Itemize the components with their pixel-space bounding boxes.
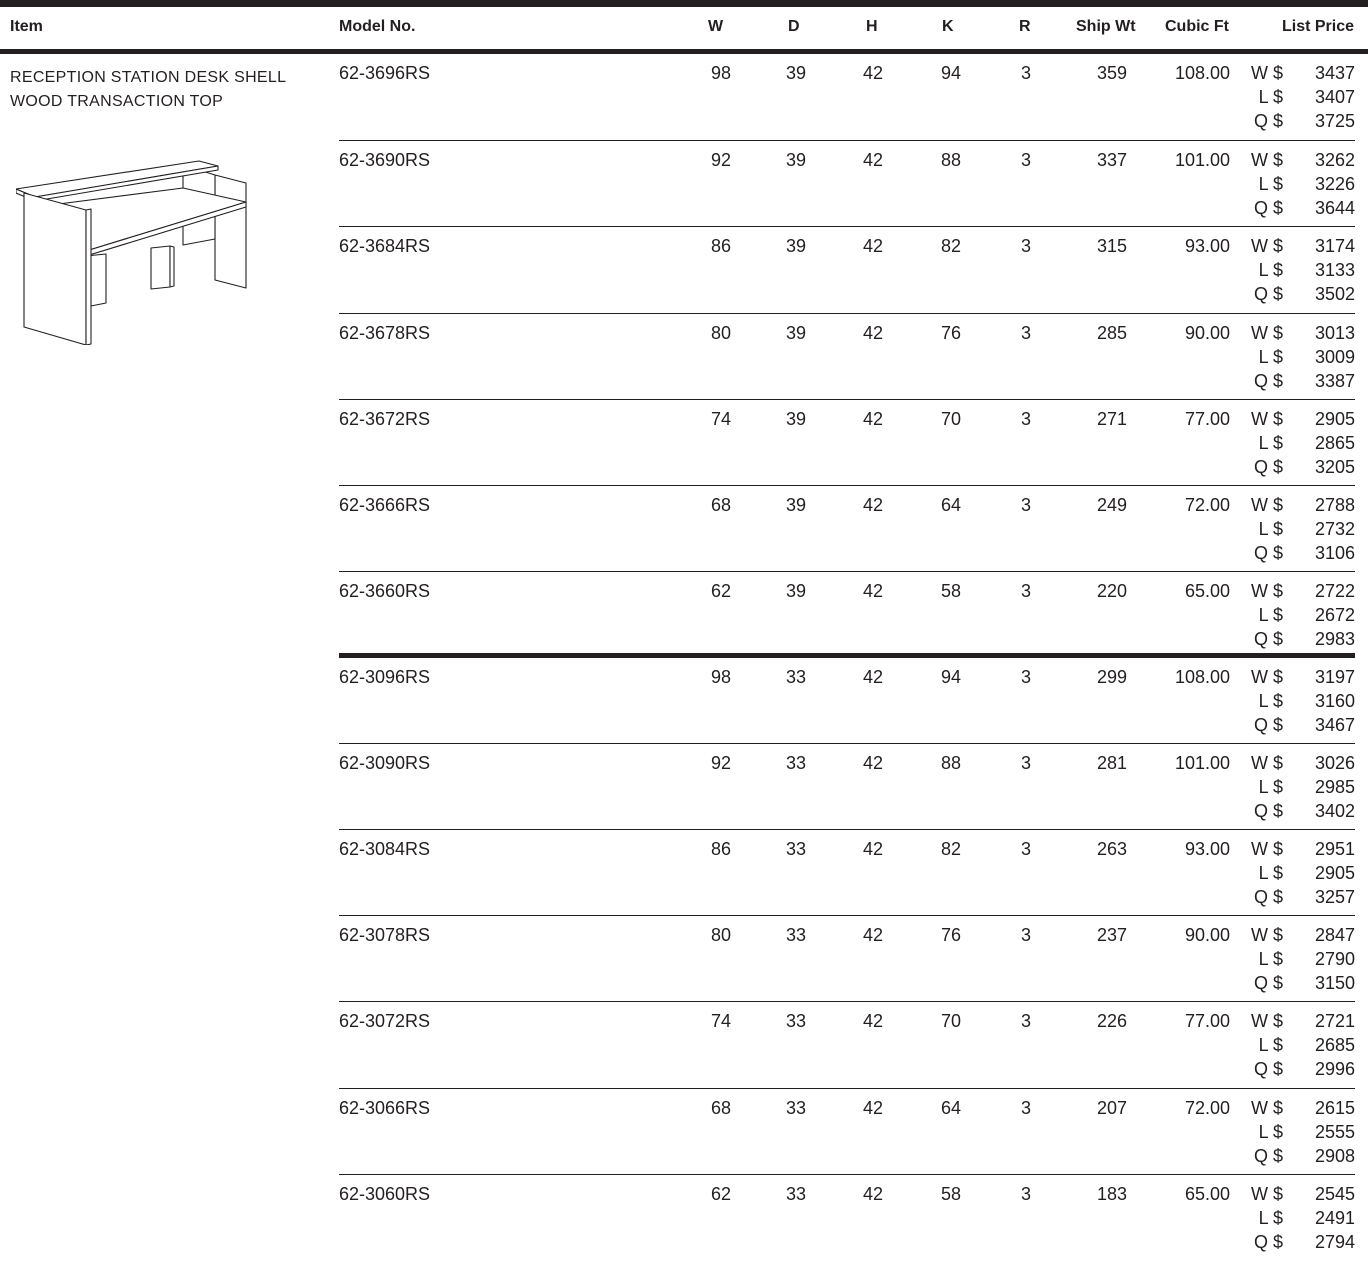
price-amount: 2794 (1314, 1232, 1355, 1252)
cell-cubic: 77.00 (1184, 409, 1230, 429)
table-row (339, 399, 1355, 486)
price-line (1245, 1208, 1355, 1232)
cell-model: 62-3696RS (339, 63, 431, 83)
price-tier-label: Q $ (1253, 1232, 1283, 1252)
price-tier-label: L $ (1258, 433, 1283, 453)
price-line (1245, 495, 1355, 519)
price-tier-label: Q $ (1253, 543, 1283, 563)
cell-r: 3 (1020, 925, 1031, 945)
price-line (1245, 1122, 1355, 1146)
price-amount: 3467 (1314, 715, 1355, 735)
cell-r: 3 (1020, 667, 1031, 687)
cell-w: 74 (710, 409, 731, 429)
table-row (339, 915, 1355, 1002)
price-line (1245, 691, 1355, 715)
cell-ship: 249 (1096, 495, 1127, 515)
cell-k: 70 (940, 409, 961, 429)
cell-h: 42 (862, 1098, 883, 1118)
price-amount: 2615 (1314, 1098, 1355, 1118)
price-amount: 3725 (1314, 111, 1355, 131)
price-line (1245, 323, 1355, 347)
price-tier-label: W $ (1250, 753, 1283, 773)
item-title (10, 66, 286, 114)
price-amount: 3402 (1314, 801, 1355, 821)
price-tier-label: W $ (1250, 150, 1283, 170)
price-line (1245, 1059, 1355, 1083)
price-amount: 3174 (1314, 236, 1355, 256)
cell-k: 64 (940, 1098, 961, 1118)
price-amount: 3009 (1314, 347, 1355, 367)
cell-r: 3 (1020, 323, 1031, 343)
price-tier-label: Q $ (1253, 715, 1283, 735)
price-line (1245, 409, 1355, 433)
price-amount: 2985 (1314, 777, 1355, 797)
cell-h: 42 (862, 1184, 883, 1204)
cell-r: 3 (1020, 581, 1031, 601)
cell-d: 33 (785, 839, 806, 859)
price-tier-label: L $ (1258, 87, 1283, 107)
cell-ship: 220 (1096, 581, 1127, 601)
price-tier-label: W $ (1250, 236, 1283, 256)
price-tier-label: L $ (1258, 949, 1283, 969)
price-tier-label: Q $ (1253, 284, 1283, 304)
price-line (1245, 1232, 1355, 1256)
cell-h: 42 (862, 495, 883, 515)
cell-w: 86 (710, 839, 731, 859)
cell-model: 62-3672RS (339, 409, 431, 429)
price-amount: 2983 (1314, 629, 1355, 649)
price-tier-label: W $ (1250, 839, 1283, 859)
table-row (339, 653, 1355, 744)
price-amount: 3197 (1314, 667, 1355, 687)
price-tier-label: Q $ (1253, 801, 1283, 821)
price-tier-label: L $ (1258, 605, 1283, 625)
price-tier-label: Q $ (1253, 371, 1283, 391)
top-rule (0, 0, 1368, 7)
cell-w: 80 (710, 925, 731, 945)
cell-d: 39 (785, 150, 806, 170)
cell-model: 62-3096RS (339, 667, 431, 687)
cell-ship: 299 (1096, 667, 1127, 687)
cell-w: 62 (710, 1184, 731, 1204)
price-tier-label: Q $ (1253, 457, 1283, 477)
cell-r: 3 (1020, 495, 1031, 515)
cell-k: 88 (940, 753, 961, 773)
cell-w: 98 (710, 63, 731, 83)
price-line (1245, 1098, 1355, 1122)
cell-d: 33 (785, 667, 806, 687)
price-line (1245, 605, 1355, 629)
price-line (1245, 949, 1355, 973)
table-row (339, 54, 1355, 140)
price-tier-label: Q $ (1253, 887, 1283, 907)
cell-d: 39 (785, 63, 806, 83)
table-row (339, 571, 1355, 658)
header-ship-wt: Ship Wt (1076, 18, 1136, 35)
price-tier-label: W $ (1250, 1184, 1283, 1204)
cell-cubic: 108.00 (1174, 667, 1230, 687)
cell-d: 39 (785, 236, 806, 256)
cell-w: 68 (710, 495, 731, 515)
price-amount: 2788 (1314, 495, 1355, 515)
cell-ship: 337 (1096, 150, 1127, 170)
header-list-price: List Price (1281, 18, 1354, 35)
table-row (339, 1001, 1355, 1088)
header-d: D (788, 18, 800, 35)
price-amount: 2732 (1314, 519, 1355, 539)
price-amount: 2847 (1314, 925, 1355, 945)
cell-ship: 207 (1096, 1098, 1127, 1118)
price-amount: 3133 (1314, 260, 1355, 280)
price-tier-label: L $ (1258, 777, 1283, 797)
header-h: H (866, 18, 878, 35)
price-line (1245, 777, 1355, 801)
cell-r: 3 (1020, 409, 1031, 429)
price-amount: 3026 (1314, 753, 1355, 773)
cell-d: 33 (785, 1184, 806, 1204)
price-amount: 3437 (1314, 63, 1355, 83)
price-tier-label: W $ (1250, 667, 1283, 687)
cell-ship: 263 (1096, 839, 1127, 859)
cell-ship: 315 (1096, 236, 1127, 256)
price-tier-label: L $ (1258, 519, 1283, 539)
price-amount: 2685 (1314, 1035, 1355, 1055)
price-tier-label: W $ (1250, 581, 1283, 601)
cell-r: 3 (1020, 1184, 1031, 1204)
cell-h: 42 (862, 63, 883, 83)
cell-h: 42 (862, 409, 883, 429)
cell-w: 68 (710, 1098, 731, 1118)
cell-ship: 226 (1096, 1011, 1127, 1031)
price-tier-label: L $ (1258, 863, 1283, 883)
price-tier-label: Q $ (1253, 198, 1283, 218)
table-row (339, 226, 1355, 313)
cell-ship: 359 (1096, 63, 1127, 83)
price-tier-label: L $ (1258, 347, 1283, 367)
cell-w: 62 (710, 581, 731, 601)
cell-cubic: 108.00 (1174, 63, 1230, 83)
price-tier-label: Q $ (1253, 973, 1283, 993)
price-tier-label: L $ (1258, 1122, 1283, 1142)
price-line (1245, 543, 1355, 567)
header-r: R (1019, 18, 1031, 35)
cell-d: 39 (785, 323, 806, 343)
cell-model: 62-3072RS (339, 1011, 431, 1031)
cell-cubic: 77.00 (1184, 1011, 1230, 1031)
price-amount: 2905 (1314, 409, 1355, 429)
price-amount: 2722 (1314, 581, 1355, 601)
cell-model: 62-3660RS (339, 581, 431, 601)
cell-d: 39 (785, 409, 806, 429)
cell-r: 3 (1020, 63, 1031, 83)
price-line (1245, 753, 1355, 777)
price-line (1245, 863, 1355, 887)
cell-h: 42 (862, 581, 883, 601)
price-tier-label: L $ (1258, 174, 1283, 194)
table-row (339, 829, 1355, 916)
price-line (1245, 63, 1355, 87)
cell-d: 33 (785, 753, 806, 773)
cell-model: 62-3684RS (339, 236, 431, 256)
price-line (1245, 973, 1355, 997)
cell-d: 33 (785, 1011, 806, 1031)
cell-cubic: 93.00 (1184, 236, 1230, 256)
cell-k: 88 (940, 150, 961, 170)
cell-k: 94 (940, 667, 961, 687)
price-amount: 3644 (1314, 198, 1355, 218)
price-amount: 2908 (1314, 1146, 1355, 1166)
cell-r: 3 (1020, 839, 1031, 859)
price-tier-label: W $ (1250, 409, 1283, 429)
table-row (339, 313, 1355, 400)
price-line (1245, 925, 1355, 949)
cell-ship: 281 (1096, 753, 1127, 773)
price-amount: 3150 (1314, 973, 1355, 993)
cell-k: 70 (940, 1011, 961, 1031)
cell-cubic: 72.00 (1184, 495, 1230, 515)
cell-d: 33 (785, 925, 806, 945)
price-line (1245, 667, 1355, 691)
price-line (1245, 371, 1355, 395)
price-tier-label: W $ (1250, 1098, 1283, 1118)
cell-d: 39 (785, 495, 806, 515)
price-line (1245, 581, 1355, 605)
price-line (1245, 236, 1355, 260)
price-tier-label: Q $ (1253, 111, 1283, 131)
price-tier-label: W $ (1250, 323, 1283, 343)
price-amount: 3257 (1314, 887, 1355, 907)
cell-d: 33 (785, 1098, 806, 1118)
cell-k: 76 (940, 323, 961, 343)
price-line (1245, 1184, 1355, 1208)
price-tier-label: L $ (1258, 260, 1283, 280)
cell-h: 42 (862, 839, 883, 859)
price-line (1245, 174, 1355, 198)
cell-h: 42 (862, 753, 883, 773)
price-amount: 3205 (1314, 457, 1355, 477)
cell-r: 3 (1020, 1011, 1031, 1031)
cell-r: 3 (1020, 753, 1031, 773)
cell-h: 42 (862, 236, 883, 256)
price-amount: 2491 (1314, 1208, 1355, 1228)
price-amount: 2996 (1314, 1059, 1355, 1079)
price-tier-label: Q $ (1253, 1146, 1283, 1166)
cell-model: 62-3078RS (339, 925, 431, 945)
table-row (339, 743, 1355, 830)
price-amount: 2905 (1314, 863, 1355, 883)
header-model: Model No. (339, 18, 416, 35)
price-tier-label: W $ (1250, 63, 1283, 83)
price-line (1245, 839, 1355, 863)
cell-model: 62-3066RS (339, 1098, 431, 1118)
cell-cubic: 65.00 (1184, 1184, 1230, 1204)
cell-h: 42 (862, 150, 883, 170)
price-amount: 2672 (1314, 605, 1355, 625)
price-line (1245, 433, 1355, 457)
price-tier-label: W $ (1250, 1011, 1283, 1031)
price-amount: 3387 (1314, 371, 1355, 391)
price-amount: 3226 (1314, 174, 1355, 194)
price-amount: 3502 (1314, 284, 1355, 304)
cell-w: 92 (710, 753, 731, 773)
cell-model: 62-3090RS (339, 753, 431, 773)
cell-w: 86 (710, 236, 731, 256)
price-tier-label: L $ (1258, 1035, 1283, 1055)
cell-cubic: 101.00 (1174, 753, 1230, 773)
cell-h: 42 (862, 1011, 883, 1031)
price-line (1245, 111, 1355, 135)
price-amount: 2721 (1314, 1011, 1355, 1031)
header-w: W (708, 18, 724, 35)
price-amount: 3262 (1314, 150, 1355, 170)
cell-cubic: 90.00 (1184, 323, 1230, 343)
price-line (1245, 629, 1355, 653)
price-line (1245, 150, 1355, 174)
cell-k: 64 (940, 495, 961, 515)
price-line (1245, 260, 1355, 284)
cell-d: 39 (785, 581, 806, 601)
cell-ship: 237 (1096, 925, 1127, 945)
price-line (1245, 715, 1355, 739)
cell-r: 3 (1020, 236, 1031, 256)
price-tier-label: W $ (1250, 925, 1283, 945)
price-line (1245, 87, 1355, 111)
cell-cubic: 101.00 (1174, 150, 1230, 170)
cell-r: 3 (1020, 150, 1031, 170)
price-line (1245, 519, 1355, 543)
price-line (1245, 1011, 1355, 1035)
price-amount: 2790 (1314, 949, 1355, 969)
price-amount: 2545 (1314, 1184, 1355, 1204)
cell-k: 58 (940, 581, 961, 601)
cell-model: 62-3690RS (339, 150, 431, 170)
cell-cubic: 72.00 (1184, 1098, 1230, 1118)
cell-cubic: 90.00 (1184, 925, 1230, 945)
price-tier-label: L $ (1258, 691, 1283, 711)
item-title-line1: RECEPTION STATION DESK SHELL (10, 69, 287, 86)
table-header (0, 7, 1368, 49)
price-line (1245, 347, 1355, 371)
cell-h: 42 (862, 323, 883, 343)
cell-k: 82 (940, 839, 961, 859)
table-row (339, 485, 1355, 572)
price-tier-label: Q $ (1253, 1059, 1283, 1079)
header-cubic-ft: Cubic Ft (1165, 18, 1229, 35)
price-amount: 2865 (1314, 433, 1355, 453)
price-tier-label: W $ (1250, 495, 1283, 515)
price-amount: 3407 (1314, 87, 1355, 107)
reception-desk-illustration (16, 155, 252, 345)
price-amount: 2555 (1314, 1122, 1355, 1142)
cell-w: 74 (710, 1011, 731, 1031)
cell-model: 62-3678RS (339, 323, 431, 343)
price-line (1245, 198, 1355, 222)
cell-model: 62-3060RS (339, 1184, 431, 1204)
price-line (1245, 801, 1355, 825)
cell-k: 94 (940, 63, 961, 83)
price-line (1245, 284, 1355, 308)
price-line (1245, 1035, 1355, 1059)
cell-h: 42 (862, 667, 883, 687)
price-amount: 2951 (1314, 839, 1355, 859)
table-row (339, 1174, 1355, 1261)
header-item: Item (10, 18, 43, 35)
cell-k: 82 (940, 236, 961, 256)
cell-model: 62-3666RS (339, 495, 431, 515)
price-line (1245, 457, 1355, 481)
cell-k: 76 (940, 925, 961, 945)
cell-ship: 271 (1096, 409, 1127, 429)
cell-h: 42 (862, 925, 883, 945)
header-k: K (942, 18, 954, 35)
cell-ship: 183 (1096, 1184, 1127, 1204)
price-line (1245, 887, 1355, 911)
cell-k: 58 (940, 1184, 961, 1204)
price-amount: 3160 (1314, 691, 1355, 711)
table-row (339, 140, 1355, 227)
price-amount: 3013 (1314, 323, 1355, 343)
price-tier-label: Q $ (1253, 629, 1283, 649)
price-tier-label: L $ (1258, 1208, 1283, 1228)
cell-w: 98 (710, 667, 731, 687)
item-title-line2: WOOD TRANSACTION TOP (10, 93, 224, 110)
cell-cubic: 93.00 (1184, 839, 1230, 859)
cell-r: 3 (1020, 1098, 1031, 1118)
cell-w: 92 (710, 150, 731, 170)
price-amount: 3106 (1314, 543, 1355, 563)
price-line (1245, 1146, 1355, 1170)
cell-w: 80 (710, 323, 731, 343)
cell-model: 62-3084RS (339, 839, 431, 859)
cell-cubic: 65.00 (1184, 581, 1230, 601)
table-row (339, 1088, 1355, 1175)
cell-ship: 285 (1096, 323, 1127, 343)
